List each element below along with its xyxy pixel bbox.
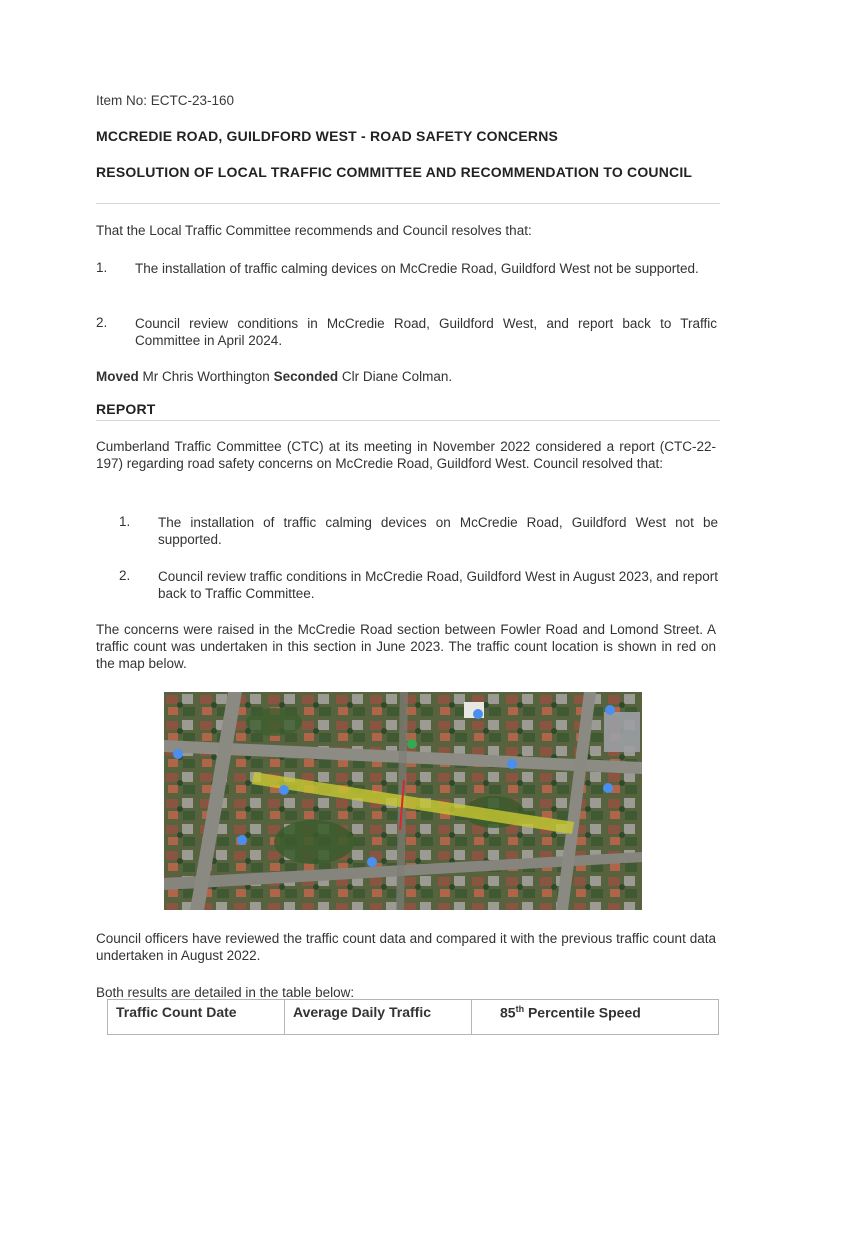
divider [96,420,720,421]
table-header-speed [472,1000,719,1035]
report-title: MCCREDIE ROAD, GUILDFORD WEST - ROAD SAFETY CONCERNS [96,128,559,144]
resolution-item-2: Council review conditions in McCredie Road, Guildford West, and report back to Traffic Committee in April 2024. [135,316,717,348]
aerial-map-image [164,692,642,910]
speed-header-label: Percentile Speed [524,1004,641,1021]
resolution-item-1: The installation of traffic calming devices on McCredie Road, Guildford West not be supported. [135,261,699,276]
list-item-number: 1. [96,260,108,275]
speed-header-number: 85 [500,1004,516,1021]
report-paragraph-2: The concerns were raised in the McCredie Road section between Fowler Road and Lomond Street. A traffic count was undertaken in this section in June 2023. The traffic count location is shown in red on the map below. [96,622,716,671]
report-paragraph-4: Both results are detailed in the table below: [96,985,355,1000]
list-item-number: 2. [96,315,108,330]
moved-name: Mr Chris Worthington [142,369,270,384]
seconded-name: Clr Diane Colman. [341,369,453,384]
divider [96,203,720,204]
moved-seconded-line [96,368,716,385]
report-item-2: Council review traffic conditions in McCredie Road, Guildford West in August 2023, and report back to Traffic Committee. [158,569,718,601]
resolution-intro: That the Local Traffic Committee recommends and Council resolves that: [96,223,532,238]
report-paragraph-1: Cumberland Traffic Committee (CTC) at its meeting in November 2022 considered a report (CTC-22-197) regarding road safety concerns on McCredie Road, Guildford West. Council resolved that: [96,439,716,471]
table-header-adt: Average Daily Traffic [285,1000,472,1035]
speed-header-ordinal: th [515,1004,525,1014]
resolution-heading: RESOLUTION OF LOCAL TRAFFIC COMMITTEE AND RECOMMENDATION TO COUNCIL [96,164,693,180]
moved-label: Moved [96,369,139,384]
seconded-label: Seconded [273,369,339,384]
table-header-date: Traffic Count Date [108,1000,285,1035]
table-header-row [108,1000,719,1035]
report-item-1: The installation of traffic calming devices on McCredie Road, Guildford West not be supported. [158,515,718,547]
traffic-count-location-map [164,692,642,910]
traffic-count-table [107,999,719,1035]
item-number: Item No: ECTC-23-160 [96,93,235,108]
report-heading: REPORT [96,401,156,417]
report-paragraph-3: Council officers have reviewed the traffic count data and compared it with the previous traffic count data undertaken in August 2022. [96,931,716,963]
list-item-number: 1. [119,514,131,529]
list-item-number: 2. [119,568,131,583]
